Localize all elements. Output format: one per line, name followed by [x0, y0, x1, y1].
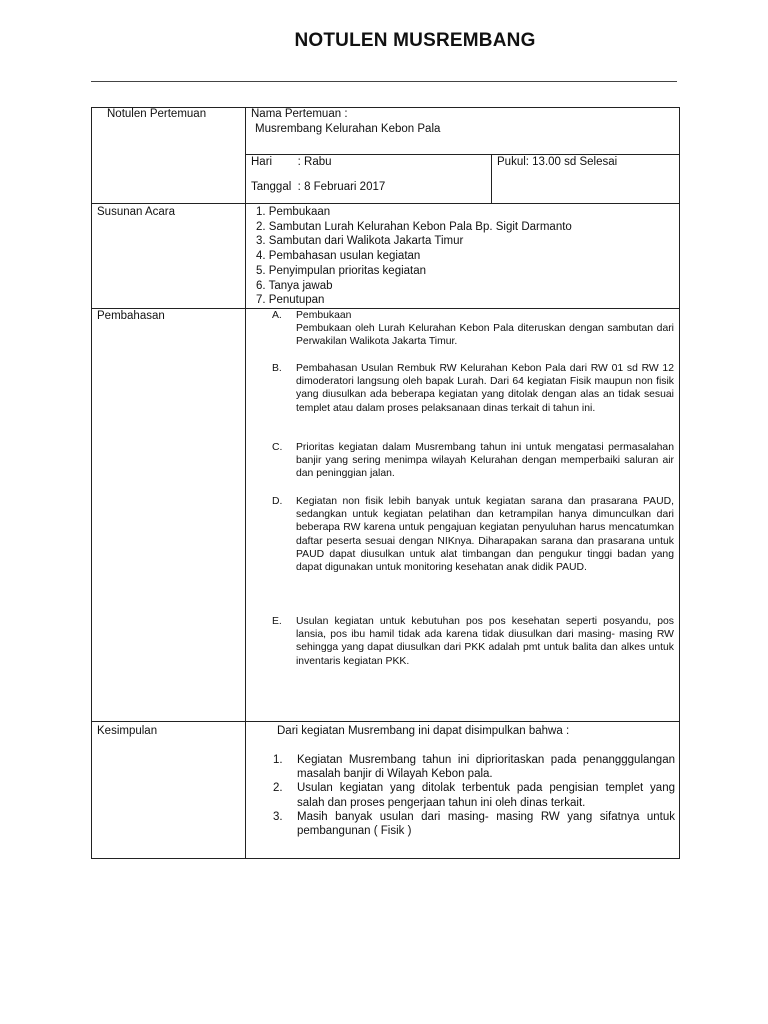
- item-number: 2.: [273, 782, 283, 795]
- list-item: [273, 810, 675, 838]
- item-body: Prioritas kegiatan dalam Musrembang tahun ini untuk mengatasi permasalahan banjir yang sering menimpa wilayah Kelurahan dengan memperbaiki saluran air dan peninggian jalan.: [296, 442, 674, 480]
- item-text: Kegiatan Musrembang tahun ini diprioritaskan pada penangggulangan masalah banjir di Wilayah Kebon pala.: [297, 754, 675, 781]
- list-item: 5. Penyimpulan prioritas kegiatan: [256, 264, 427, 277]
- pembahasan-label: Pembahasan: [97, 310, 165, 322]
- row-divider-2: [91, 203, 680, 204]
- list-item: 7. Penutupan: [256, 294, 325, 307]
- column-divider: [245, 107, 246, 859]
- susunan-list: [256, 205, 572, 308]
- pukul-field: Pukul: 13.00 sd Selesai: [497, 156, 618, 168]
- susunan-label: Susunan Acara: [97, 206, 176, 218]
- list-item: [273, 753, 675, 781]
- pembahasan-item-b: [272, 362, 674, 415]
- list-item: 2. Sambutan Lurah Kelurahan Kebon Pala Bp. Sigit Darmanto: [256, 220, 572, 233]
- title-divider: [91, 81, 677, 82]
- item-number: 3.: [273, 810, 283, 823]
- nama-pertemuan-label: Nama Pertemuan :: [251, 108, 348, 120]
- item-letter: D.: [272, 496, 283, 507]
- item-heading: Pembukaan: [296, 310, 352, 321]
- item-text: Masih banyak usulan dari masing- masing RW yang sifatnya untuk pembangunan ( Fisik ): [297, 810, 675, 838]
- item-body: Kegiatan non fisik lebih banyak untuk kegiatan sarana dan prasarana PAUD, sedangkan untuk kegiatan pelatihan dan ketrampilan hanya dimunculkan dari beberapa RW karena untuk pengajuan kegiatan penyuluhan harus mencatumkan daftar peserta sesuai dengan NIKnya. Diharapakan sarana dan prasarana untuk PAUD dapat diusulkan untuk alat timbangan dan pengukur tinggi badan yang dapat digunakan untuk monitoring kesehatan anak didik PAUD.: [296, 496, 674, 574]
- notulen-label: Notulen Pertemuan: [107, 108, 207, 120]
- item-number: 1.: [273, 754, 283, 766]
- kesimpulan-intro: Dari kegiatan Musrembang ini dapat disimpulkan bahwa :: [277, 725, 570, 737]
- item-letter: B.: [272, 363, 282, 374]
- kesimpulan-list: [273, 753, 675, 838]
- pukul-divider: [491, 154, 492, 203]
- pembahasan-item-a: [272, 309, 674, 349]
- row-divider-4: [91, 721, 680, 722]
- nama-pertemuan-value: Musrembang Kelurahan Kebon Pala: [255, 123, 441, 135]
- list-item: 1. Pembukaan: [256, 206, 331, 218]
- list-item: 4. Pembahasan usulan kegiatan: [256, 250, 421, 263]
- hari-field: Hari : Rabu: [251, 156, 332, 168]
- list-item: 6. Tanya jawab: [256, 279, 333, 292]
- pembahasan-item-d: [272, 495, 674, 574]
- tanggal-field: Tanggal : 8 Februari 2017: [251, 181, 386, 193]
- item-letter: A.: [272, 310, 282, 321]
- pembahasan-item-c: [272, 441, 674, 481]
- list-item: [273, 781, 675, 809]
- item-letter: C.: [272, 442, 283, 453]
- item-text: Usulan kegiatan yang ditolak terbentuk pada pengisian templet yang salah dan proses pengerjaan tahun ini oleh dinas terkait.: [297, 782, 675, 809]
- list-item: 3. Sambutan dari Walikota Jakarta Timur: [256, 235, 464, 248]
- item-body: Usulan kegiatan untuk kebutuhan pos pos kesehatan seperti posyandu, pos lansia, pos ibu hamil tidak ada karena tidak diusulkan dari masing- masing RW sehingga yang dapat diusulkan dari PKK adalah pmt untuk balita dan alkes untuk inventaris kegiatan PKK.: [296, 616, 674, 667]
- pembahasan-item-e: [272, 615, 674, 668]
- item-body: Pembahasan Usulan Rembuk RW Kelurahan Kebon Pala dari RW 01 sd RW 12 dimoderatori langsung oleh bapak Lurah. Dari 64 kegiatan Fisik maupun non fisik yang diusulkan ada beberapa kegiatan yang ditolak dengan alas an tidak sesuai templet atau dalam proses pelaksanaan dinas terkait di tahun ini.: [296, 363, 674, 414]
- item-letter: E.: [272, 616, 282, 627]
- kesimpulan-label: Kesimpulan: [97, 725, 158, 737]
- document-title: NOTULEN MUSREMBANG: [294, 30, 536, 51]
- item-body: Pembukaan oleh Lurah Kelurahan Kebon Pala diteruskan dengan sambutan dari Perwakilan Walikota Jakarta Timur.: [296, 323, 674, 348]
